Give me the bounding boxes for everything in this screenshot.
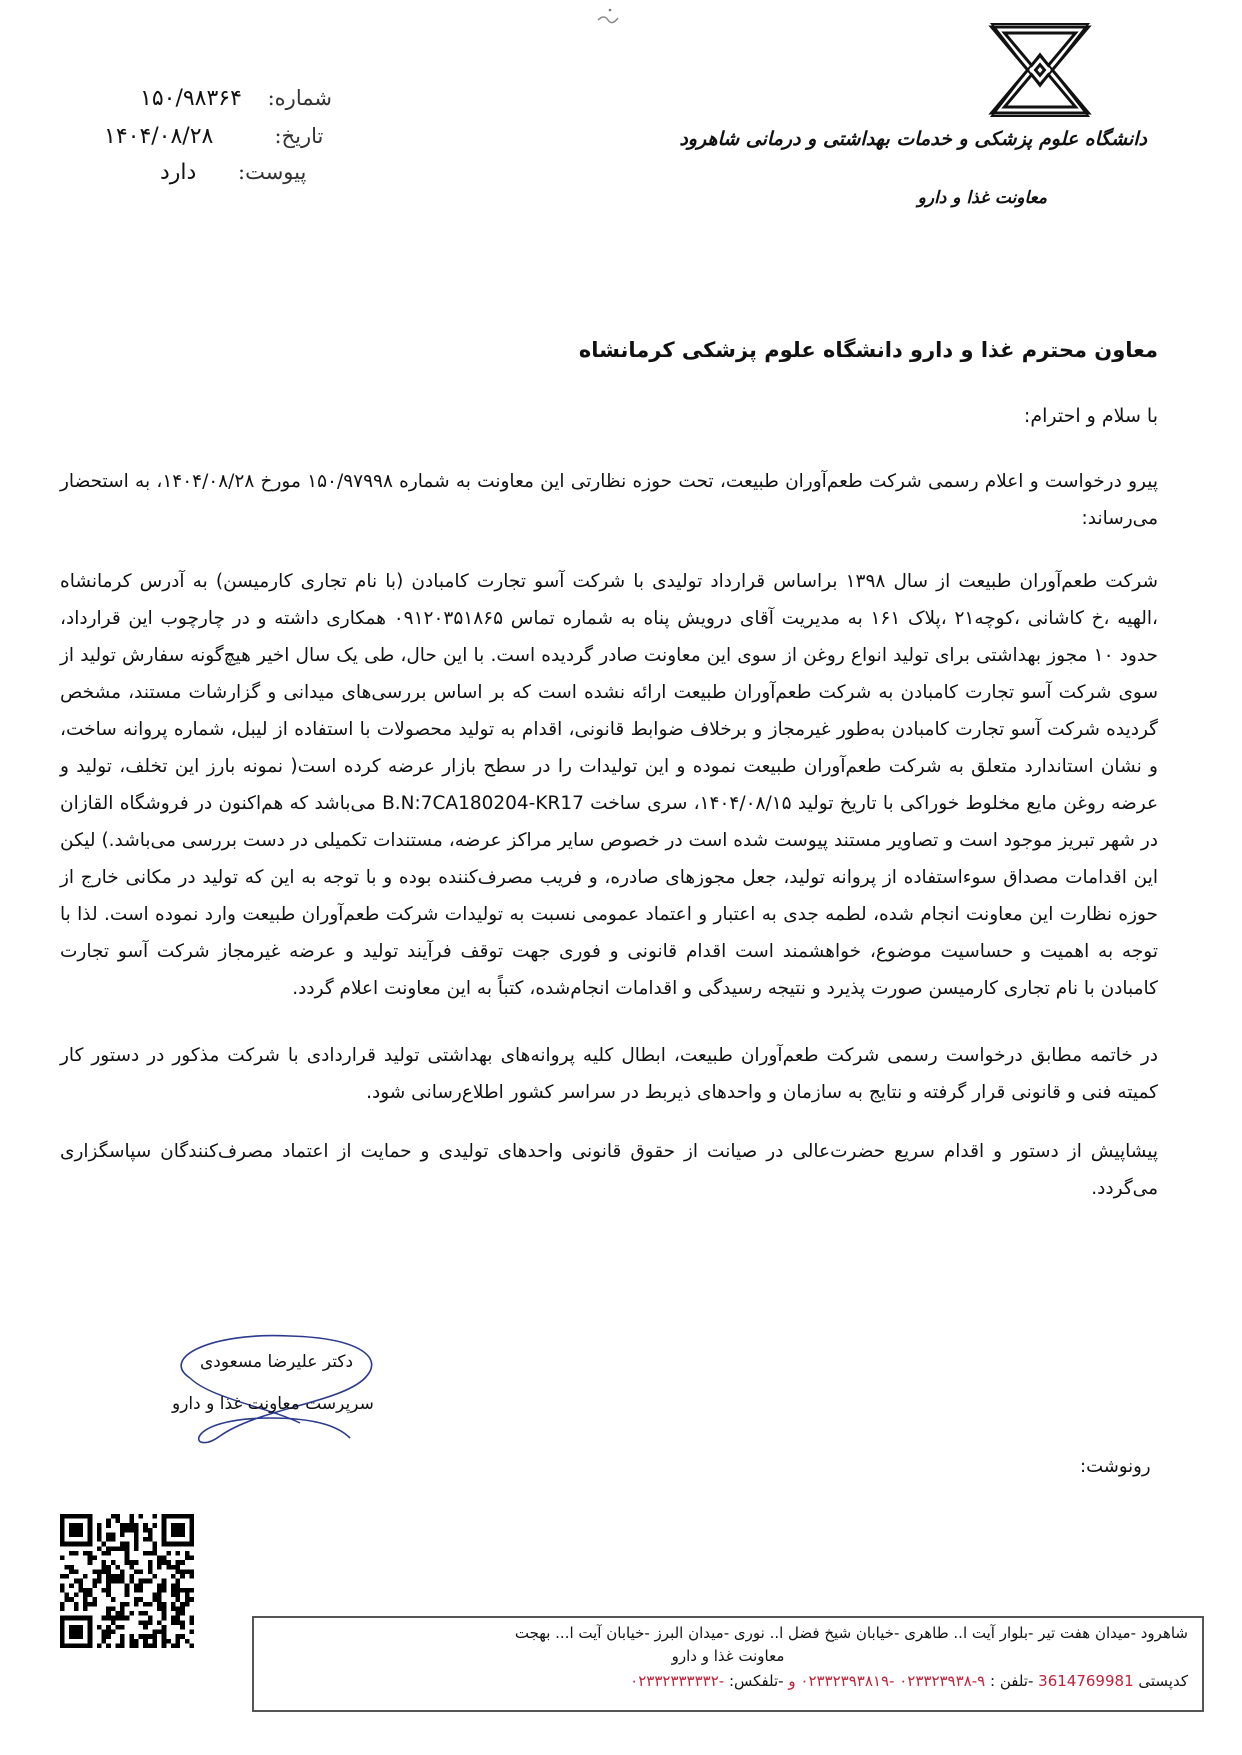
phone-value: ۹-۰۲۳۳۲۳۹۳۸: [899, 1672, 986, 1690]
fax-value: -۰۲۳۳۲۳۳۳۳۳۲: [630, 1672, 725, 1690]
university-logo-icon: [988, 20, 1092, 120]
letter-number-label: شماره:: [267, 86, 332, 110]
phone-value-2: -۰۲۳۳۲۳۹۳۸۱۹ و: [788, 1672, 895, 1690]
paragraph-conclusion: در خاتمه مطابق درخواست رسمی شرکت طعم‌آوران طبیعت، ابطال کلیه پروانه‌های بهداشتی تولید قراردادی با شرکت مذکور در دستور کار کمیته فنی و قانونی قرار گرفته و نتایج به سازمان و واحدهای ذیربط در سراسر کشور اطلاع‌رسانی شود.: [60, 1045, 1158, 1103]
phone-label: -تلفن :: [990, 1672, 1034, 1690]
cc-label: رونوشت:: [1080, 1456, 1151, 1477]
qr-code[interactable]: [60, 1514, 194, 1648]
letter-date-label: تاریخ:: [274, 124, 324, 148]
signature-scribble: [150, 1318, 390, 1448]
university-name: دانشگاه علوم پزشکی و خدمات بهداشتی و درمانی شاهرود: [679, 128, 1147, 150]
footer-address: شاهرود -میدان هفت تیر -بلوار آیت ا.. طاهری -خیابان شیخ فضل ا.. نوری -میدان البرز -خیابان آیت ا... بهجت: [514, 1624, 1188, 1642]
attachment-row: [160, 160, 306, 185]
letter-number-value: ۱۵۰/۹۸۳۶۴: [140, 86, 242, 111]
paragraph-intro: پیرو درخواست و اعلام رسمی شرکت طعم‌آوران طبیعت، تحت حوزه نظارتی این معاونت به شماره ۱۵۰/۹۷۹۹۸ مورخ ۱۴۰۴/۰۸/۲۸، به استحضار می‌رساند:: [60, 471, 1158, 529]
signatory-title: سرپرست معاونت غذا و دارو: [172, 1394, 374, 1414]
postal-code-value: 3614769981: [1038, 1672, 1134, 1690]
footer-contact-box: [252, 1616, 1204, 1712]
letter-date-value: ۱۴۰۴/۰۸/۲۸: [104, 124, 214, 149]
signatory-name: دکتر علیرضا مسعودی: [200, 1352, 354, 1372]
footer-department: معاونت غذا و دارو: [671, 1647, 785, 1665]
bismillah-mark: [596, 6, 620, 26]
paragraph-main: شرکت طعم‌آوران طبیعت از سال ۱۳۹۸ براساس قرارداد تولیدی با شرکت آسو تجارت کامبادن (با نام تجاری کارمیسن) به آدرس کرمانشاه ،الهیه ،خ کاشانی ،کوچه۲۱ ،پلاک ۱۶۱ به مدیریت آقای درویش پناه به شماره تماس ۰۹۱۲۰۳۵۱۸۶۵ همکاری داشته و در چارچوب این قرارداد، حدود ۱۰ مجوز بهداشتی برای تولید انواع روغن از سوی این معاونت صادر گردیده است. با این حال، طی یک سال اخیر هیچ‌گونه سفارش تولید از سوی شرکت آسو تجارت کامبادن به شرکت طعم‌آوران طبیعت ارائه نشده است که بر اساس بررسی‌های میدانی و گزارشات مستند، مشخص گردیده شرکت آسو تجارت کامبادن به‌طور غیرمجاز و برخلاف ضوابط قانونی، اقدام به تولید محصولات با استفاده از لیبل، شماره پروانه ساخت، و نشان استاندارد متعلق به شرکت طعم‌آوران طبیعت نموده و این تولیدات را در سطح بازار عرضه کرده است( نمونه بارز این تخلف، تولید و عرضه روغن مایع مخلوط خوراکی با تاریخ تولید ۱۴۰۴/۰۸/۱۵، سری ساخت B.N:7CA180204-KR17 می‌باشد که هم‌اکنون در فروشگاه القازان در شهر تبریز موجود است و تصاویر مستند پیوست شده است در خصوص سایر مراکز عرضه، مستندات تکمیلی در دست بررسی می‌باشد.) لیکن این اقدامات مصداق سوءاستفاده از پروانه تولید، جعل مجوزهای صادره، و فریب مصرف‌کننده بوده و با توجه به این که تولید در مکانی خارج از حوزه نظارت این معاونت انجام شده، لطمه جدی به اعتبار و اعتماد عمومی نسبت به تولیدات شرکت طعم‌آوران طبیعت وارد نموده است. لذا با توجه به اهمیت و حساسیت موضوع، خواهشمند است اقدام قانونی و فوری جهت توقف فرآیند تولید و عرضه غیرمجاز شرکت آسو تجارت کامبادن با نام تجاری کارمیسن صورت پذیرد و نتیجه رسیدگی و اقدامات انجام‌شده، کتباً به این معاونت اعلام گردد.: [60, 571, 1158, 999]
letter-number-row: [140, 86, 332, 111]
footer-contacts: [630, 1672, 1188, 1690]
paragraph-thanks: پیشاپیش از دستور و اقدام سریع حضرت‌عالی در صیانت از حقوق قانونی واحدهای تولیدی و حمایت از اعتماد مصرف‌کنندگان سپاسگزاری می‌گردد.: [60, 1141, 1158, 1199]
department-name: معاونت غذا و دارو: [917, 188, 1047, 208]
recipient-heading: معاون محترم غذا و دارو دانشگاه علوم پزشکی کرمانشاه: [578, 338, 1158, 362]
greeting: با سلام و احترام:: [1023, 405, 1158, 427]
letter-date-row: [104, 124, 323, 149]
fax-label: -تلفکس:: [728, 1672, 784, 1690]
attachment-value: دارد: [160, 160, 197, 185]
postal-code-label: کدپستی: [1138, 1672, 1188, 1690]
attachment-label: پیوست:: [238, 160, 307, 184]
